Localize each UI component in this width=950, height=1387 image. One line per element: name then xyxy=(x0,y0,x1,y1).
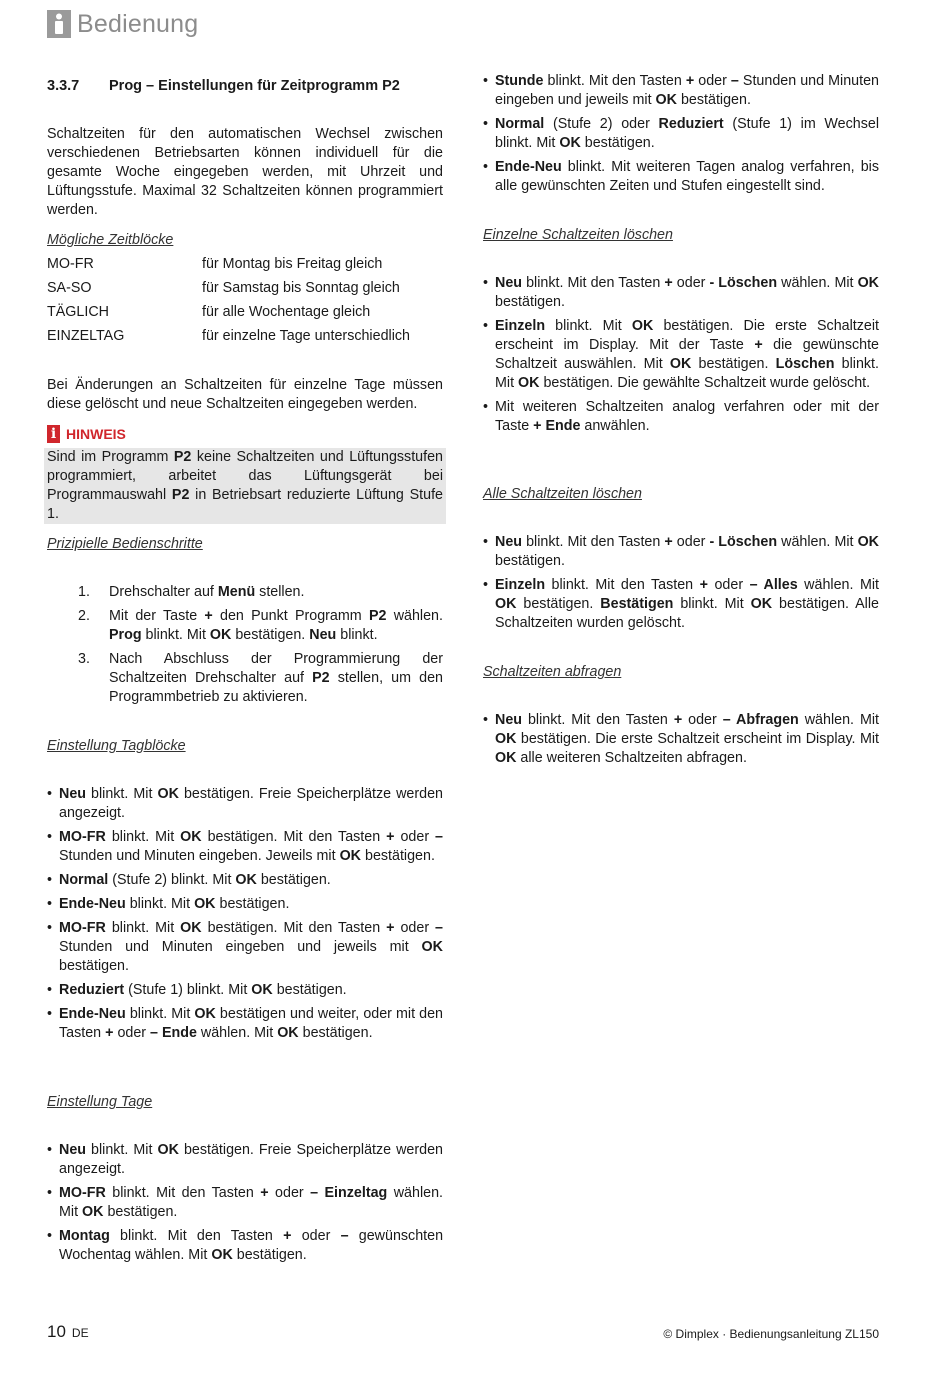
aenderungen-paragraph: Bei Änderungen an Schaltzeiten für einzelne Tage müssen diese gelöscht und neue Schaltzeiten eingegeben werden. xyxy=(47,377,443,412)
language-code: DE xyxy=(71,1326,89,1340)
alle-loeschen-heading: Alle Schaltzeiten löschen xyxy=(483,486,642,502)
section-title: Prog – Einstellungen für Zeitprogramm P2 xyxy=(109,78,400,94)
list-item: • MO-FR blinkt. Mit OK bestätigen. Mit den Tasten + oder – Stunden und Minuten eingeben. Jeweils mit OK bestätigen. xyxy=(47,828,443,866)
hinweis-label: HINWEIS xyxy=(66,425,126,442)
zeitblock-desc: für Samstag bis Sonntag gleich xyxy=(202,280,400,296)
list-item: • Neu blinkt. Mit den Tasten + oder - Löschen wählen. Mit OK bestätigen. xyxy=(483,533,879,571)
list-item: • Neu blinkt. Mit den Tasten + oder – Abfragen wählen. Mit OK bestätigen. Die erste Schaltzeit erscheint im Display. Mit OK alle weiteren Schaltzeiten abfragen. xyxy=(483,711,879,768)
list-item: • Reduziert (Stufe 1) blinkt. Mit OK bestätigen. xyxy=(47,981,443,1000)
list-item: • Ende-Neu blinkt. Mit OK bestätigen. xyxy=(47,895,443,914)
zeitblock-key: MO-FR xyxy=(47,256,94,272)
zeitbloecke-table xyxy=(47,255,443,351)
person-icon xyxy=(47,10,71,38)
zeitblock-row xyxy=(47,279,443,303)
zeitblock-desc: für Montag bis Freitag gleich xyxy=(202,256,383,272)
list-item: • Ende-Neu blinkt. Mit OK bestätigen und weiter, oder mit den Tasten + oder – Ende wählen. Mit OK bestätigen. xyxy=(47,1005,443,1043)
bedienschritte-heading: Prizipielle Bedienschritte xyxy=(47,536,203,552)
step-number: 3. xyxy=(78,651,90,667)
einzeln-loeschen-heading: Einzelne Schaltzeiten löschen xyxy=(483,227,673,243)
step-text: Nach Abschluss der Programmierung der Schaltzeiten Drehschalter auf P2 stellen, um den Programmbetrieb zu aktivieren. xyxy=(109,651,443,705)
list-item: • Mit weiteren Schaltzeiten analog verfahren oder mit der Taste + Ende anwählen. xyxy=(483,398,879,436)
alle-loeschen-list xyxy=(483,533,879,633)
step-item xyxy=(47,583,443,602)
abfragen-list xyxy=(483,711,879,768)
list-item: • Ende-Neu blinkt. Mit weiteren Tagen analog verfahren, bis alle gewünschten Zeiten und Stufen eingestellt sind. xyxy=(483,158,879,196)
page-footer-left xyxy=(47,1322,89,1343)
list-item: • Montag blinkt. Mit den Tasten + oder – gewünschten Wochentag wählen. Mit OK bestätigen. xyxy=(47,1227,443,1265)
list-item: • Neu blinkt. Mit OK bestätigen. Freie Speicherplätze werden angezeigt. xyxy=(47,1141,443,1179)
hinweis-text: Sind im Programm P2 keine Schaltzeiten und Lüftungsstufen programmiert, arbeitet das Lüftungsgerät bei Programmauswahl P2 in Betriebsart reduzierte Lüftung Stufe 1. xyxy=(44,448,446,524)
bedienschritte-list xyxy=(47,583,443,707)
list-item: • Normal (Stufe 2) oder Reduziert (Stufe 1) im Wechsel blinkt. Mit OK bestätigen. xyxy=(483,115,879,153)
tage-heading: Einstellung Tage xyxy=(47,1094,153,1110)
zeitblock-row xyxy=(47,255,443,279)
einzeln-loeschen-list xyxy=(483,274,879,436)
step-number: 1. xyxy=(78,584,90,600)
step-text: Drehschalter auf Menü stellen. xyxy=(109,584,305,600)
step-item xyxy=(47,650,443,707)
tage-continued-list xyxy=(483,72,879,196)
step-item xyxy=(47,607,443,645)
tagbloecke-list xyxy=(47,785,443,1043)
list-item: • Neu blinkt. Mit OK bestätigen. Freie Speicherplätze werden angezeigt. xyxy=(47,785,443,823)
info-icon: i xyxy=(47,425,60,443)
header-title: Bedienung xyxy=(77,9,199,38)
section-number: 3.3.7 xyxy=(47,78,80,94)
list-item: • MO-FR blinkt. Mit den Tasten + oder – Einzeltag wählen. Mit OK bestätigen. xyxy=(47,1184,443,1222)
list-item: • Normal (Stufe 2) blinkt. Mit OK bestätigen. xyxy=(47,871,443,890)
list-item: • Einzeln blinkt. Mit OK bestätigen. Die erste Schaltzeit erscheint im Display. Mit der Taste + die gewünschte Schaltzeit auswählen. Mit OK bestätigen. Löschen blinkt. Mit OK bestätigen. Die gewählte Schaltzeit wurde gelöscht. xyxy=(483,317,879,393)
hinweis-block xyxy=(47,424,443,524)
copyright: © Dimplex · Bedienungsanleitung ZL150 xyxy=(663,1327,879,1341)
zeitbloecke-heading: Mögliche Zeitblöcke xyxy=(47,232,174,248)
abfragen-heading: Schaltzeiten abfragen xyxy=(483,664,622,680)
tagbloecke-heading: Einstellung Tagblöcke xyxy=(47,738,186,754)
list-item: • Einzeln blinkt. Mit den Tasten + oder – Alles wählen. Mit OK bestätigen. Bestätigen blinkt. Mit OK bestätigen. Alle Schaltzeiten wurden gelöscht. xyxy=(483,576,879,633)
section-heading xyxy=(47,77,443,96)
zeitblock-desc: für alle Wochentage gleich xyxy=(202,304,371,320)
list-item: • Stunde blinkt. Mit den Tasten + oder – Stunden und Minuten eingeben und jeweils mit OK bestätigen. xyxy=(483,72,879,110)
tage-list xyxy=(47,1141,443,1265)
zeitblock-desc: für einzelne Tage unterschiedlich xyxy=(202,328,410,344)
intro-paragraph: Schaltzeiten für den automatischen Wechsel zwischen verschiedenen Betriebsarten können individuell für die gesamte Woche eingegeben werden, mit Uhrzeit und Lüftungsstufe. Maximal 32 Schaltzeiten können programmiert werden. xyxy=(47,126,443,218)
zeitblock-row xyxy=(47,327,443,351)
zeitblock-row xyxy=(47,303,443,327)
step-number: 2. xyxy=(78,608,90,624)
list-item: • Neu blinkt. Mit den Tasten + oder - Löschen wählen. Mit OK bestätigen. xyxy=(483,274,879,312)
list-item: • MO-FR blinkt. Mit OK bestätigen. Mit den Tasten + oder – Stunden und Minuten eingeben und jeweils mit OK bestätigen. xyxy=(47,919,443,976)
zeitblock-key: TÄGLICH xyxy=(47,304,109,320)
page-header xyxy=(47,10,198,38)
page-number: 10 xyxy=(47,1322,66,1341)
zeitblock-key: SA-SO xyxy=(47,280,92,296)
zeitblock-key: EINZELTAG xyxy=(47,328,125,344)
step-text: Mit der Taste + den Punkt Programm P2 wählen. Prog blinkt. Mit OK bestätigen. Neu blinkt. xyxy=(109,608,443,643)
